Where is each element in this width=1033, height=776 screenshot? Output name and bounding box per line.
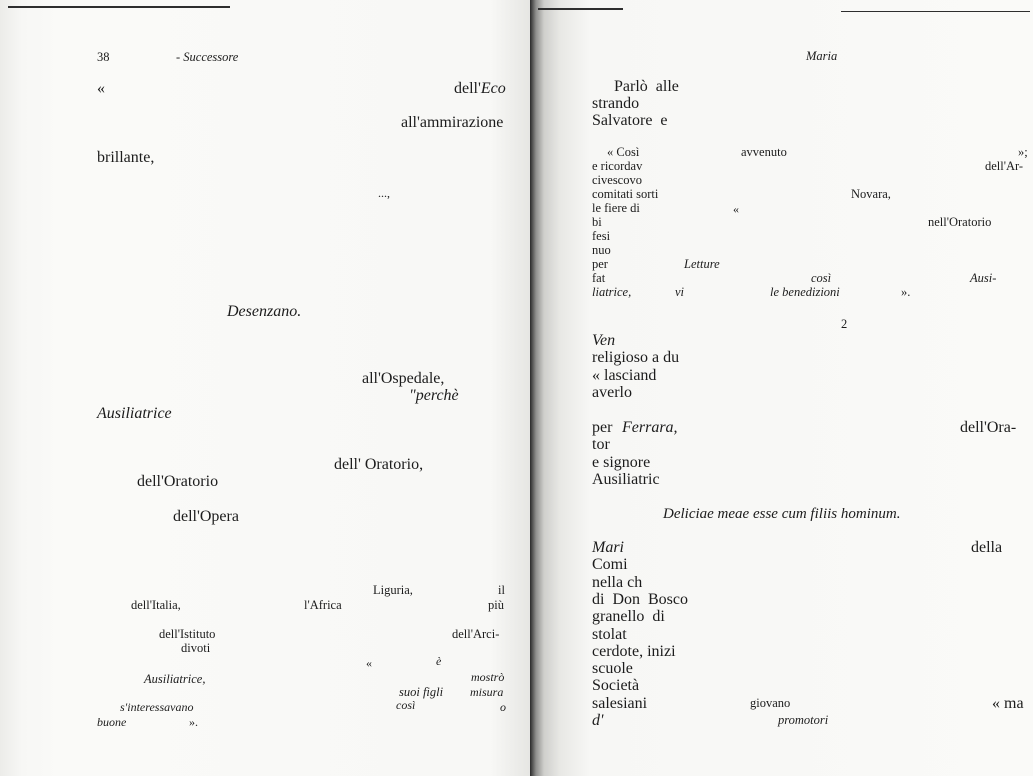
text-fragment: comitati sorti — [592, 187, 659, 201]
text-fragment: strando — [592, 95, 640, 112]
text-fragment: granello di — [592, 608, 665, 625]
text-fragment: Comi — [592, 556, 628, 573]
top-rule — [841, 11, 1030, 12]
text-fragment: Ausiliatrice — [97, 405, 172, 422]
page-number: 38 — [97, 50, 110, 64]
text-fragment: dell'Opera — [173, 508, 239, 525]
text-fragment: divoti — [181, 641, 211, 655]
text-fragment: Liguria, — [373, 583, 413, 597]
text-fragment: Parlò alle — [614, 78, 679, 95]
text-fragment: Ausiliatric — [592, 471, 660, 488]
text-fragment: le benedizioni — [770, 285, 840, 299]
text-fragment: Deliciae meae esse cum filiis hominum. — [663, 506, 901, 522]
text-fragment: avvenuto — [741, 145, 787, 159]
text-fragment: suoi figli — [399, 685, 444, 699]
text-fragment: misura — [470, 685, 504, 699]
text-fragment: Società — [592, 677, 640, 694]
text-fragment: « Così — [607, 145, 640, 159]
text-fragment: e signore — [592, 454, 651, 471]
text-fragment: mostrò — [471, 670, 505, 684]
text-fragment: promotori — [778, 713, 829, 727]
text-fragment: all'ammirazione — [401, 114, 504, 131]
text-fragment: bi — [592, 215, 602, 229]
text-fragment: "perchè — [409, 387, 459, 404]
text-fragment: dell'Istituto — [159, 627, 216, 641]
text-fragment: per — [592, 419, 613, 436]
running-head-right: Maria — [806, 49, 838, 63]
text-fragment: della — [971, 539, 1003, 556]
text-fragment: buone — [97, 715, 127, 729]
text-fragment: le fiere di — [592, 201, 640, 215]
text-fragment: nuo — [592, 243, 611, 257]
text-fragment: tor — [592, 436, 610, 453]
text-fragment: « — [97, 80, 105, 97]
text-fragment: Ferrara, — [622, 419, 678, 436]
text-fragment: per — [592, 257, 608, 271]
running-head-left: - Successore — [176, 50, 239, 64]
text-fragment: d' — [592, 712, 604, 729]
text-fragment: dell'Italia, — [131, 598, 181, 612]
text-fragment: « — [733, 202, 739, 216]
text-fragment: Desenzano. — [227, 303, 302, 320]
top-rule — [8, 6, 230, 8]
text-fragment: « lasciand — [592, 367, 657, 384]
text-fragment: Ven — [592, 332, 616, 349]
text-fragment: nella ch — [592, 574, 643, 591]
text-fragment: Ausiliatrice, — [144, 672, 206, 686]
text-fragment: ». — [901, 285, 911, 299]
text-fragment: »; — [1018, 145, 1028, 159]
text-fragment: all'Ospedale, — [362, 370, 445, 387]
text-fragment: di Don Bosco — [592, 591, 688, 608]
text-fragment: scuole — [592, 660, 633, 677]
text-fragment: Novara, — [851, 187, 891, 201]
text-fragment: liatrice, — [592, 285, 632, 299]
text-fragment: dell'Oratorio — [137, 473, 219, 490]
text-fragment: s'interessavano — [120, 700, 194, 714]
text-fragment: Mari — [592, 539, 624, 556]
text-fragment: ..., — [378, 186, 390, 200]
text-fragment: salesiani — [592, 695, 648, 712]
text-fragment: ». — [189, 715, 198, 729]
text-fragment: o — [500, 700, 506, 714]
text-fragment: è — [436, 654, 442, 668]
text-fragment: fat — [592, 271, 606, 285]
text-fragment: religioso a du — [592, 349, 680, 366]
text-fragment: stolat — [592, 626, 627, 643]
text-fragment: giovano — [750, 696, 791, 710]
text-fragment: così — [811, 271, 832, 285]
text-fragment: e ricordav — [592, 159, 643, 173]
text-fragment: dell'Ar- — [985, 159, 1024, 173]
text-fragment: dell'Eco — [454, 80, 506, 97]
right-page — [530, 0, 1033, 776]
text-fragment: « — [366, 656, 372, 670]
text-fragment: Salvatore e — [592, 112, 668, 129]
text-fragment: il — [498, 583, 505, 597]
text-fragment: civescovo — [592, 173, 642, 187]
text-fragment: dell'Arci- — [452, 627, 500, 641]
text-fragment: dell' Oratorio, — [334, 456, 424, 473]
text-fragment: nell'Oratorio — [928, 215, 992, 229]
text-fragment: così — [396, 698, 416, 712]
text-fragment: dell'Ora- — [960, 419, 1017, 436]
text-fragment: vi — [675, 285, 685, 299]
text-fragment: « ma — [992, 695, 1024, 712]
text-fragment: brillante, — [97, 149, 155, 166]
text-fragment: cerdote, inizi — [592, 643, 676, 660]
text-fragment: Ausi- — [970, 271, 997, 285]
top-rule — [538, 8, 623, 10]
text-fragment: Letture — [684, 257, 720, 271]
text-fragment: averlo — [592, 384, 632, 401]
text-fragment: fesi — [592, 229, 611, 243]
text-fragment: 2 — [841, 317, 848, 331]
text-fragment: più — [488, 598, 504, 612]
text-fragment: l'Africa — [304, 598, 342, 612]
